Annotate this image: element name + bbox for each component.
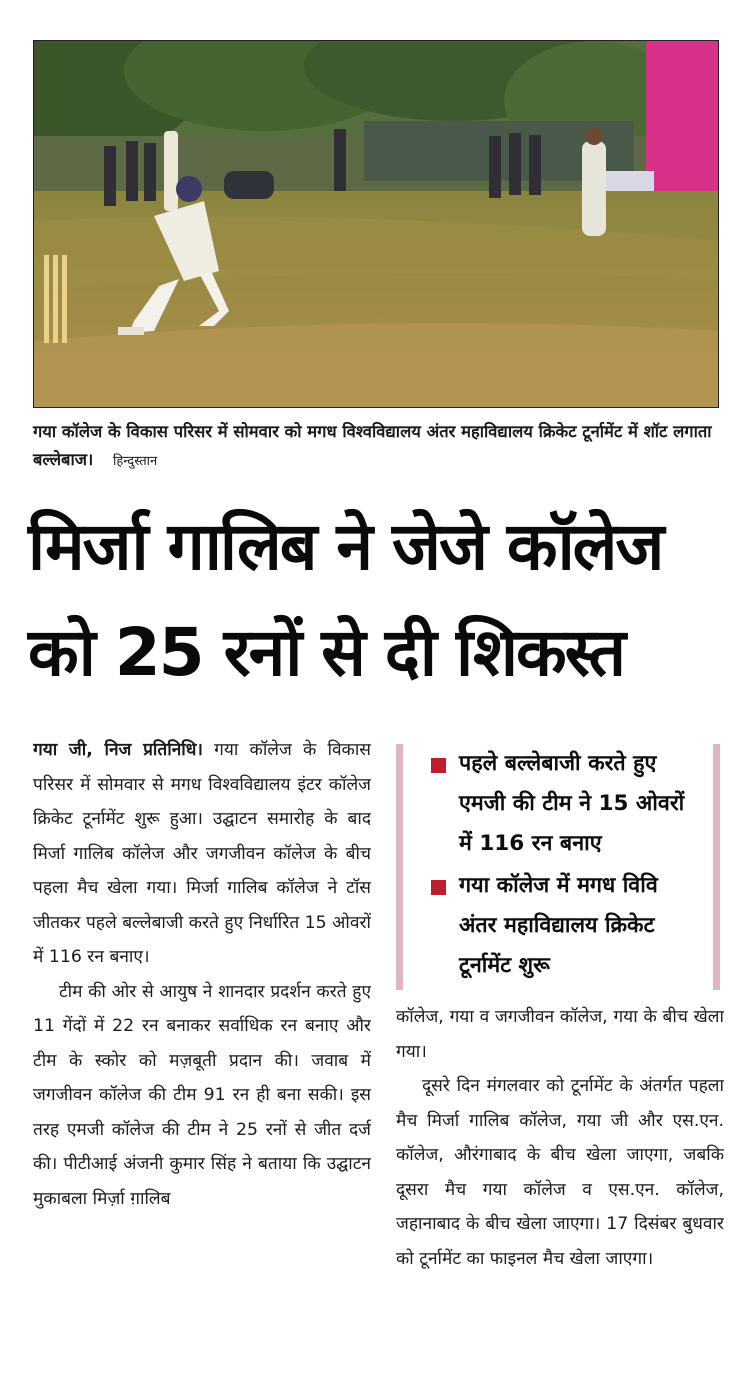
news-photo (33, 40, 719, 408)
article-column-left (33, 733, 371, 1373)
headline-line-2: को 25 रनों से दी शिकस्त (28, 614, 624, 691)
article-paragraph-1 (33, 733, 371, 975)
square-bullet-icon (431, 880, 446, 895)
article-paragraph-4: दूसरे दिन मंगलवार को टूर्नामेंट के अंतर्गत पहला मैच मिर्जा गालिब कॉलेज, गया जी और एस.एन. कॉलेज, औरंगाबाद के बीच खेला जाएगा, जबकि दूसरा मैच गया कॉलेज व एस.एन. कॉलेज, जहानाबाद के बीच खेला जाएगा। 17 दिसंबर बुधवार को टूर्नामेंट का फाइनल मैच खेला जाएगा। (396, 1076, 724, 1269)
article-paragraph-3: कॉलेज, गया व जगजीवन कॉलेज, गया के बीच खेला गया। (396, 1007, 724, 1062)
highlight-text: गया कॉलेज में मगध विवि अंतर महाविद्यालय क्रिकेट टूर्नामेंट शुरू (459, 873, 658, 978)
highlight-text: पहले बल्लेबाजी करते हुए एमजी की टीम ने 15 ओवरों में 116 रन बनाए (459, 751, 685, 856)
article-paragraph-2: टीम की ओर से आयुष ने शानदार प्रदर्शन करते हुए 11 गेंदों में 22 रन बनाकर सर्वाधिक रन बनाए और टीम के स्कोर को मज़बूती प्रदान की। जवाब में जगजीवन कॉलेज की टीम 91 रन ही बना सकी। इस तरह एमजी कॉलेज की टीम ने 25 रनों से जीत दर्ज की। पीटीआई अंजनी कुमार सिंह ने बताया कि उद्घाटन मुकाबला मिर्ज़ा ग़ालिब (33, 981, 371, 1209)
photo-caption (33, 418, 723, 476)
photo-credit: हिन्दुस्तान (113, 454, 158, 469)
headline (28, 494, 738, 706)
highlight-item (429, 744, 685, 864)
square-bullet-icon (431, 758, 446, 773)
highlight-item (429, 866, 685, 986)
headline-line-1: मिर्जा गालिब ने जेजे कॉलेज (28, 508, 663, 585)
article-column-right (396, 1000, 724, 1370)
dateline: गया जी, निज प्रतिनिधि। (33, 740, 203, 760)
caption-text: गया कॉलेज के विकास परिसर में सोमवार को मगध विश्वविद्यालय अंतर महाविद्यालय क्रिकेट टूर्नामेंट में शॉट लगाता बल्लेबाज। (33, 422, 712, 469)
article-p1-text: गया कॉलेज के विकास परिसर में सोमवार से मगध विश्वविद्यालय इंटर कॉलेज क्रिकेट टूर्नामेंट शुरू हुआ। उद्घाटन समारोह के बाद मिर्जा गालिब कॉलेज और जगजीवन कॉलेज के बीच पहला मैच खेला गया। मिर्जा गालिब कॉलेज ने टॉस जीतकर पहले बल्लेबाजी करते हुए निर्धारित 15 ओवरों में 116 रन बनाए। (33, 740, 371, 967)
highlights-box (396, 744, 720, 990)
